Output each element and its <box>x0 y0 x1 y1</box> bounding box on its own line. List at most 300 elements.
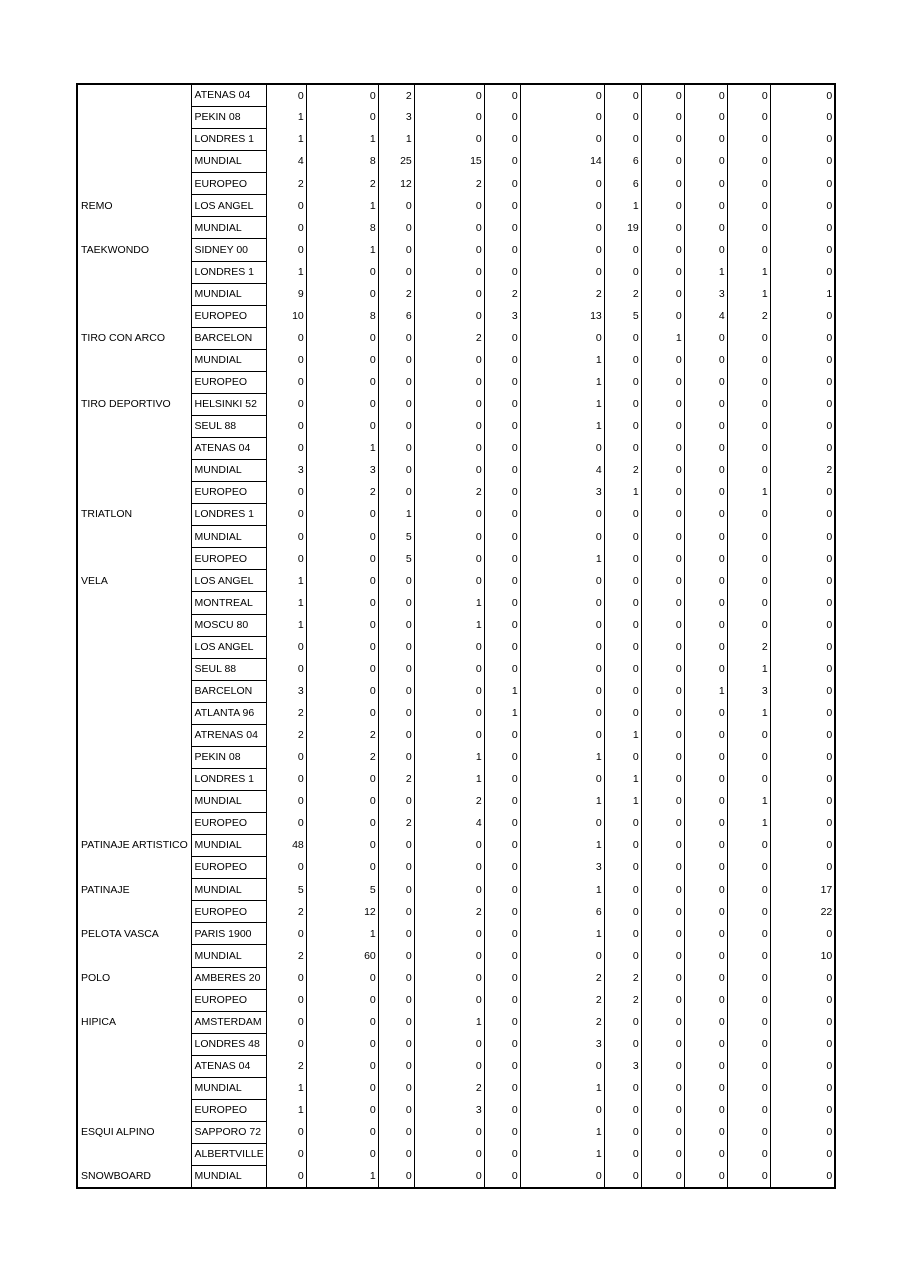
value-cell: 0 <box>414 857 484 879</box>
sport-cell <box>77 129 191 151</box>
value-cell: 0 <box>484 1011 520 1033</box>
sport-cell <box>77 1077 191 1099</box>
value-cell: 0 <box>641 482 684 504</box>
value-cell: 0 <box>306 393 378 415</box>
table-row <box>77 1011 835 1033</box>
value-cell: 0 <box>414 879 484 901</box>
event-cell: EUROPEO <box>191 482 266 504</box>
event-cell: LOS ANGEL <box>191 195 266 217</box>
value-cell: 0 <box>727 923 770 945</box>
value-cell: 0 <box>266 967 306 989</box>
value-cell: 0 <box>727 857 770 879</box>
table-row <box>77 526 835 548</box>
value-cell: 0 <box>604 636 641 658</box>
value-cell: 0 <box>266 791 306 813</box>
value-cell: 3 <box>604 1055 641 1077</box>
table-row <box>77 1055 835 1077</box>
event-cell: BARCELON <box>191 327 266 349</box>
event-cell: SAPPORO 72 <box>191 1121 266 1143</box>
value-cell: 0 <box>604 349 641 371</box>
value-cell: 0 <box>378 393 414 415</box>
value-cell: 0 <box>378 702 414 724</box>
value-cell: 0 <box>604 658 641 680</box>
value-cell: 0 <box>414 261 484 283</box>
value-cell: 0 <box>770 482 835 504</box>
value-cell: 0 <box>378 636 414 658</box>
event-cell: AMBERES 20 <box>191 967 266 989</box>
table-row <box>77 1121 835 1143</box>
sport-cell <box>77 1099 191 1121</box>
sport-cell <box>77 349 191 371</box>
value-cell: 0 <box>484 1166 520 1189</box>
value-cell: 4 <box>414 813 484 835</box>
value-cell: 0 <box>414 724 484 746</box>
value-cell: 0 <box>727 327 770 349</box>
table-row <box>77 415 835 437</box>
value-cell: 1 <box>266 129 306 151</box>
value-cell: 0 <box>520 129 604 151</box>
value-cell: 0 <box>414 835 484 857</box>
value-cell: 0 <box>414 217 484 239</box>
event-cell: LOS ANGEL <box>191 636 266 658</box>
value-cell: 0 <box>306 791 378 813</box>
event-cell: LOS ANGEL <box>191 570 266 592</box>
event-cell: ATENAS 04 <box>191 1055 266 1077</box>
value-cell: 1 <box>727 261 770 283</box>
value-cell: 0 <box>770 592 835 614</box>
value-cell: 3 <box>378 107 414 129</box>
value-cell: 0 <box>414 283 484 305</box>
value-cell: 0 <box>684 482 727 504</box>
value-cell: 0 <box>484 835 520 857</box>
value-cell: 0 <box>520 195 604 217</box>
value-cell: 0 <box>484 636 520 658</box>
value-cell: 1 <box>266 1099 306 1121</box>
value-cell: 0 <box>604 901 641 923</box>
value-cell: 0 <box>378 482 414 504</box>
value-cell: 2 <box>306 724 378 746</box>
value-cell: 0 <box>266 438 306 460</box>
event-cell: MUNDIAL <box>191 835 266 857</box>
value-cell: 0 <box>484 460 520 482</box>
value-cell: 0 <box>641 283 684 305</box>
value-cell: 0 <box>484 746 520 768</box>
value-cell: 0 <box>684 923 727 945</box>
sport-cell <box>77 283 191 305</box>
value-cell: 0 <box>684 989 727 1011</box>
value-cell: 0 <box>520 217 604 239</box>
value-cell: 0 <box>770 1121 835 1143</box>
value-cell: 0 <box>641 1121 684 1143</box>
value-cell: 0 <box>520 813 604 835</box>
sport-cell: PATINAJE ARTISTICO <box>77 835 191 857</box>
value-cell: 0 <box>727 217 770 239</box>
value-cell: 0 <box>604 239 641 261</box>
sport-cell <box>77 1055 191 1077</box>
value-cell: 2 <box>604 967 641 989</box>
value-cell: 0 <box>770 1011 835 1033</box>
value-cell: 0 <box>484 1055 520 1077</box>
table-row <box>77 217 835 239</box>
sport-cell <box>77 592 191 614</box>
value-cell: 0 <box>604 393 641 415</box>
value-cell: 0 <box>520 526 604 548</box>
value-cell: 0 <box>520 724 604 746</box>
value-cell: 0 <box>770 967 835 989</box>
value-cell: 0 <box>306 835 378 857</box>
value-cell: 1 <box>414 592 484 614</box>
value-cell: 0 <box>484 813 520 835</box>
value-cell: 1 <box>727 283 770 305</box>
value-cell: 0 <box>770 371 835 393</box>
value-cell: 0 <box>520 84 604 107</box>
value-cell: 0 <box>266 857 306 879</box>
value-cell: 2 <box>414 1077 484 1099</box>
value-cell: 0 <box>378 217 414 239</box>
value-cell: 0 <box>306 327 378 349</box>
value-cell: 0 <box>484 1121 520 1143</box>
table-row <box>77 195 835 217</box>
value-cell: 0 <box>414 1166 484 1189</box>
sport-cell <box>77 901 191 923</box>
value-cell: 0 <box>684 636 727 658</box>
value-cell: 0 <box>684 835 727 857</box>
value-cell: 0 <box>604 702 641 724</box>
value-cell: 0 <box>484 923 520 945</box>
value-cell: 0 <box>378 327 414 349</box>
value-cell: 0 <box>266 327 306 349</box>
value-cell: 0 <box>414 1033 484 1055</box>
value-cell: 0 <box>604 1099 641 1121</box>
value-cell: 0 <box>266 989 306 1011</box>
value-cell: 0 <box>604 327 641 349</box>
value-cell: 1 <box>520 835 604 857</box>
value-cell: 0 <box>484 239 520 261</box>
value-cell: 1 <box>604 791 641 813</box>
value-cell: 0 <box>770 768 835 790</box>
table-row <box>77 548 835 570</box>
sport-cell: TIRO DEPORTIVO <box>77 393 191 415</box>
value-cell: 0 <box>641 195 684 217</box>
value-cell: 0 <box>641 1166 684 1189</box>
value-cell: 0 <box>378 746 414 768</box>
value-cell: 0 <box>641 393 684 415</box>
table-row <box>77 84 835 107</box>
value-cell: 0 <box>684 1121 727 1143</box>
value-cell: 0 <box>684 548 727 570</box>
value-cell: 1 <box>378 504 414 526</box>
value-cell: 0 <box>641 1033 684 1055</box>
value-cell: 0 <box>266 1011 306 1033</box>
value-cell: 0 <box>520 438 604 460</box>
value-cell: 0 <box>484 84 520 107</box>
event-cell: EUROPEO <box>191 989 266 1011</box>
table-row <box>77 482 835 504</box>
value-cell: 3 <box>266 680 306 702</box>
event-cell: MUNDIAL <box>191 791 266 813</box>
value-cell: 1 <box>520 393 604 415</box>
sport-cell <box>77 371 191 393</box>
sport-cell <box>77 791 191 813</box>
value-cell: 0 <box>770 107 835 129</box>
value-cell: 1 <box>684 261 727 283</box>
value-cell: 0 <box>727 1144 770 1166</box>
value-cell: 0 <box>266 349 306 371</box>
value-cell: 0 <box>414 305 484 327</box>
value-cell: 2 <box>727 636 770 658</box>
table-row <box>77 835 835 857</box>
event-cell: MUNDIAL <box>191 1077 266 1099</box>
value-cell: 1 <box>770 283 835 305</box>
value-cell: 0 <box>378 349 414 371</box>
value-cell: 0 <box>378 438 414 460</box>
value-cell: 0 <box>727 460 770 482</box>
value-cell: 5 <box>378 526 414 548</box>
value-cell: 0 <box>684 195 727 217</box>
value-cell: 0 <box>770 349 835 371</box>
value-cell: 0 <box>414 702 484 724</box>
value-cell: 2 <box>306 173 378 195</box>
value-cell: 0 <box>641 901 684 923</box>
value-cell: 0 <box>604 680 641 702</box>
value-cell: 0 <box>378 1099 414 1121</box>
sport-cell: TIRO CON ARCO <box>77 327 191 349</box>
value-cell: 0 <box>727 1011 770 1033</box>
value-cell: 0 <box>266 239 306 261</box>
value-cell: 5 <box>604 305 641 327</box>
value-cell: 48 <box>266 835 306 857</box>
value-cell: 0 <box>604 1011 641 1033</box>
value-cell: 0 <box>520 702 604 724</box>
value-cell: 1 <box>378 129 414 151</box>
value-cell: 0 <box>641 879 684 901</box>
value-cell: 0 <box>306 614 378 636</box>
sport-cell: PELOTA VASCA <box>77 923 191 945</box>
value-cell: 0 <box>266 371 306 393</box>
table-row <box>77 261 835 283</box>
value-cell: 0 <box>641 989 684 1011</box>
event-cell: EUROPEO <box>191 1099 266 1121</box>
value-cell: 0 <box>684 768 727 790</box>
value-cell: 2 <box>414 482 484 504</box>
value-cell: 0 <box>484 217 520 239</box>
value-cell: 1 <box>306 239 378 261</box>
value-cell: 0 <box>684 724 727 746</box>
value-cell: 0 <box>266 1121 306 1143</box>
value-cell: 0 <box>727 1055 770 1077</box>
value-cell: 0 <box>378 1077 414 1099</box>
value-cell: 0 <box>641 504 684 526</box>
sport-cell: ESQUI ALPINO <box>77 1121 191 1143</box>
value-cell: 0 <box>684 570 727 592</box>
value-cell: 0 <box>684 1033 727 1055</box>
value-cell: 0 <box>414 504 484 526</box>
value-cell: 0 <box>770 746 835 768</box>
value-cell: 0 <box>770 636 835 658</box>
table-row <box>77 702 835 724</box>
value-cell: 1 <box>266 1077 306 1099</box>
value-cell: 0 <box>414 129 484 151</box>
sport-cell <box>77 746 191 768</box>
sport-cell <box>77 151 191 173</box>
table-row <box>77 107 835 129</box>
value-cell: 0 <box>641 1011 684 1033</box>
value-cell: 1 <box>520 371 604 393</box>
value-cell: 0 <box>727 724 770 746</box>
value-cell: 0 <box>414 945 484 967</box>
value-cell: 1 <box>727 658 770 680</box>
value-cell: 0 <box>684 857 727 879</box>
value-cell: 8 <box>306 151 378 173</box>
value-cell: 0 <box>306 526 378 548</box>
value-cell: 1 <box>604 768 641 790</box>
sport-cell <box>77 84 191 107</box>
value-cell: 2 <box>306 746 378 768</box>
value-cell: 0 <box>727 1166 770 1189</box>
value-cell: 0 <box>770 1166 835 1189</box>
value-cell: 0 <box>770 526 835 548</box>
value-cell: 0 <box>684 945 727 967</box>
value-cell: 0 <box>520 636 604 658</box>
value-cell: 0 <box>727 835 770 857</box>
value-cell: 0 <box>684 504 727 526</box>
value-cell: 0 <box>727 504 770 526</box>
value-cell: 3 <box>520 482 604 504</box>
table-row <box>77 460 835 482</box>
value-cell: 3 <box>520 857 604 879</box>
event-cell: ATRENAS 04 <box>191 724 266 746</box>
value-cell: 3 <box>414 1099 484 1121</box>
value-cell: 0 <box>641 570 684 592</box>
value-cell: 0 <box>604 614 641 636</box>
event-cell: PEKIN 08 <box>191 746 266 768</box>
value-cell: 0 <box>770 195 835 217</box>
value-cell: 0 <box>378 195 414 217</box>
value-cell: 2 <box>266 173 306 195</box>
value-cell: 0 <box>378 1144 414 1166</box>
value-cell: 0 <box>604 746 641 768</box>
value-cell: 0 <box>604 1077 641 1099</box>
value-cell: 1 <box>520 1121 604 1143</box>
value-cell: 0 <box>641 746 684 768</box>
event-cell: MUNDIAL <box>191 283 266 305</box>
value-cell: 0 <box>414 349 484 371</box>
value-cell: 1 <box>727 791 770 813</box>
event-cell: MUNDIAL <box>191 151 266 173</box>
value-cell: 0 <box>770 1033 835 1055</box>
value-cell: 0 <box>641 173 684 195</box>
value-cell: 2 <box>266 702 306 724</box>
value-cell: 0 <box>520 327 604 349</box>
value-cell: 0 <box>641 107 684 129</box>
value-cell: 0 <box>414 658 484 680</box>
sport-cell <box>77 526 191 548</box>
value-cell: 0 <box>306 857 378 879</box>
value-cell: 0 <box>306 702 378 724</box>
value-cell: 1 <box>520 1077 604 1099</box>
value-cell: 2 <box>604 283 641 305</box>
table-row <box>77 371 835 393</box>
value-cell: 0 <box>378 1033 414 1055</box>
event-cell: MUNDIAL <box>191 1166 266 1189</box>
value-cell: 1 <box>414 768 484 790</box>
table-row <box>77 614 835 636</box>
value-cell: 19 <box>604 217 641 239</box>
value-cell: 0 <box>727 151 770 173</box>
value-cell: 2 <box>520 283 604 305</box>
value-cell: 0 <box>604 857 641 879</box>
value-cell: 0 <box>414 84 484 107</box>
value-cell: 0 <box>770 129 835 151</box>
value-cell: 0 <box>684 415 727 437</box>
sport-cell <box>77 217 191 239</box>
value-cell: 0 <box>641 151 684 173</box>
value-cell: 1 <box>484 680 520 702</box>
table-row <box>77 1166 835 1189</box>
sport-cell: POLO <box>77 967 191 989</box>
value-cell: 0 <box>770 1077 835 1099</box>
value-cell: 0 <box>727 239 770 261</box>
value-cell: 0 <box>484 173 520 195</box>
table-row <box>77 879 835 901</box>
value-cell: 17 <box>770 879 835 901</box>
value-cell: 0 <box>641 967 684 989</box>
value-cell: 0 <box>520 570 604 592</box>
value-cell: 2 <box>604 460 641 482</box>
sport-cell <box>77 1144 191 1166</box>
value-cell: 0 <box>484 989 520 1011</box>
value-cell: 0 <box>641 261 684 283</box>
value-cell: 0 <box>684 791 727 813</box>
value-cell: 0 <box>684 239 727 261</box>
value-cell: 2 <box>414 901 484 923</box>
sport-cell <box>77 548 191 570</box>
value-cell: 0 <box>306 1121 378 1143</box>
sport-cell: VELA <box>77 570 191 592</box>
value-cell: 0 <box>604 813 641 835</box>
value-cell: 0 <box>604 371 641 393</box>
table-row <box>77 658 835 680</box>
value-cell: 0 <box>484 504 520 526</box>
value-cell: 0 <box>306 989 378 1011</box>
value-cell: 0 <box>378 791 414 813</box>
event-cell: LONDRES 1 <box>191 504 266 526</box>
value-cell: 0 <box>378 1055 414 1077</box>
value-cell: 0 <box>306 415 378 437</box>
value-cell: 2 <box>266 901 306 923</box>
sport-cell <box>77 1033 191 1055</box>
value-cell: 0 <box>641 1055 684 1077</box>
value-cell: 0 <box>378 614 414 636</box>
value-cell: 0 <box>266 526 306 548</box>
value-cell: 0 <box>484 548 520 570</box>
value-cell: 0 <box>727 945 770 967</box>
value-cell: 0 <box>770 614 835 636</box>
sport-cell <box>77 658 191 680</box>
value-cell: 0 <box>378 1121 414 1143</box>
value-cell: 0 <box>684 879 727 901</box>
value-cell: 0 <box>684 151 727 173</box>
value-cell: 0 <box>770 438 835 460</box>
value-cell: 0 <box>727 768 770 790</box>
value-cell: 0 <box>770 327 835 349</box>
value-cell: 0 <box>414 923 484 945</box>
sport-cell <box>77 460 191 482</box>
value-cell: 0 <box>604 570 641 592</box>
value-cell: 0 <box>604 923 641 945</box>
value-cell: 1 <box>520 415 604 437</box>
value-cell: 0 <box>727 526 770 548</box>
